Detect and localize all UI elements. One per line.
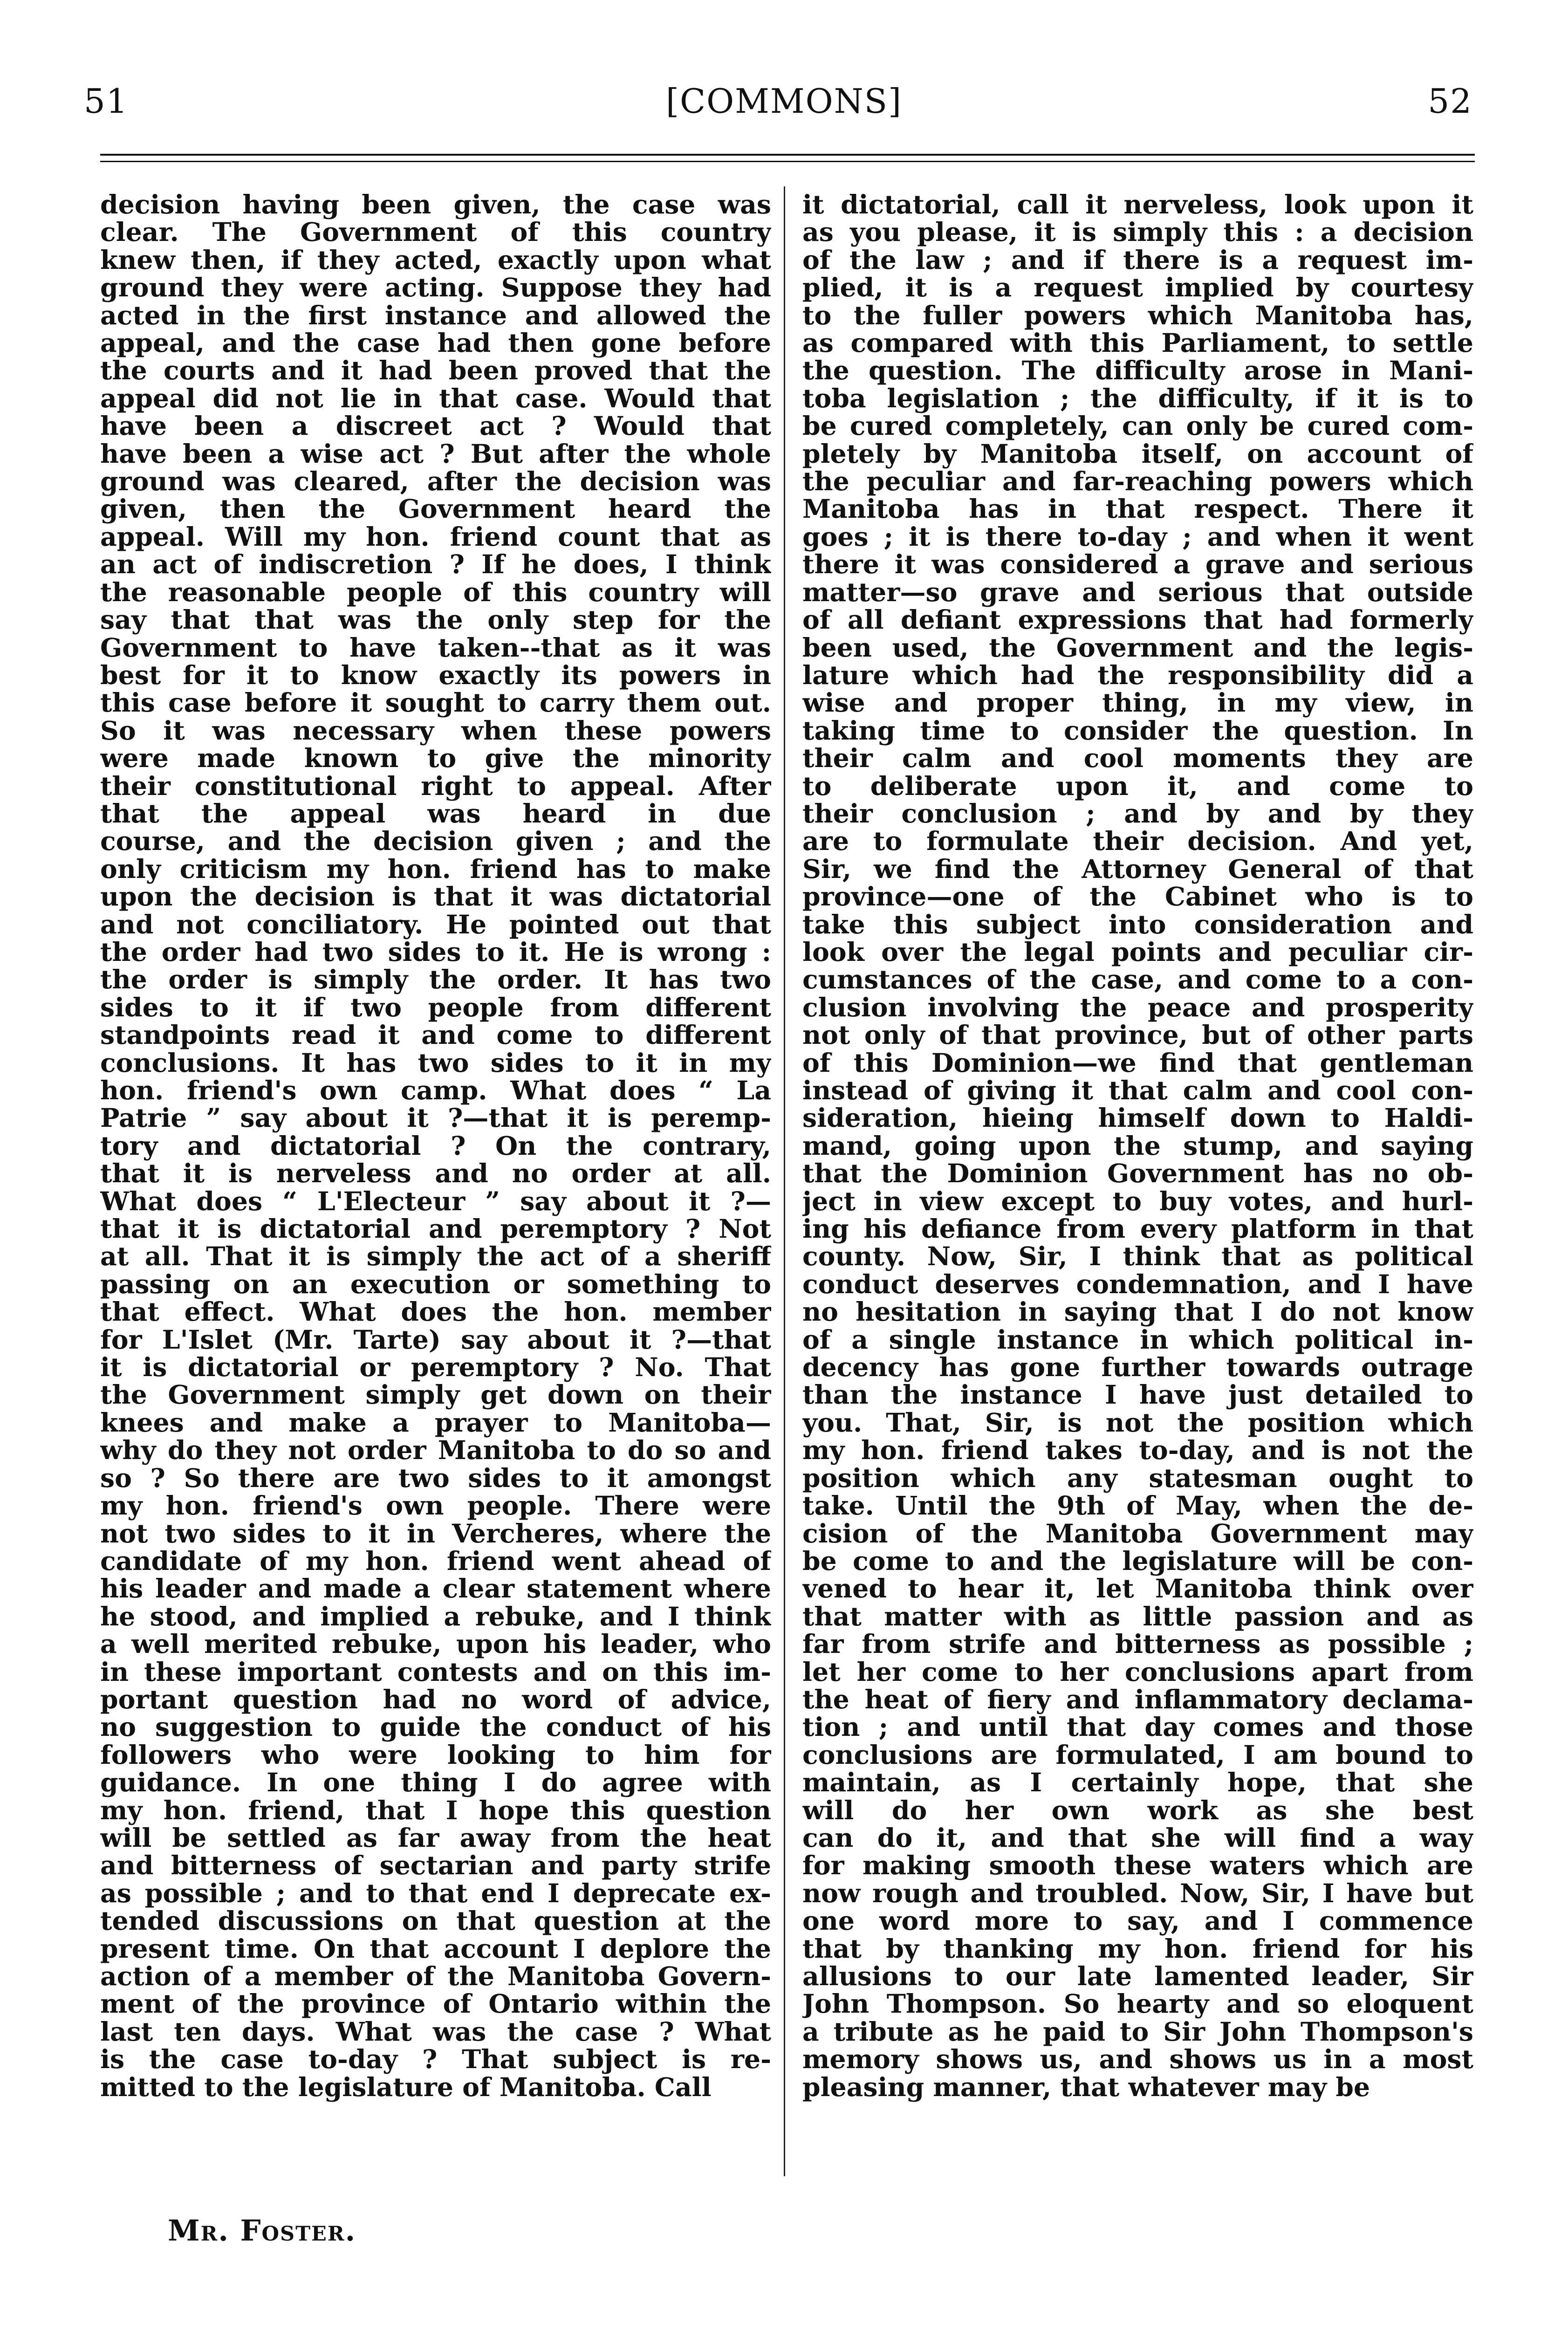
left-column-text-line: my hon. friend's own people. There were — [100, 1491, 771, 1521]
left-column-text-line: upon the decision is that it was dictatorial — [100, 882, 771, 912]
left-column-text-line: conclusions. It has two sides to it in my — [100, 1048, 771, 1078]
running-title: [COMMONS] — [665, 82, 903, 121]
left-column-text-line: Government to have taken--that as it was — [100, 632, 771, 663]
column-divider — [784, 186, 785, 2176]
right-column-text-line: of a single instance in which political in- — [802, 1324, 1473, 1355]
left-column-text-line: ment of the province of Ontario within the — [100, 1989, 771, 2020]
right-column-text-line: maintain, as I certainly hope, that she — [802, 1768, 1473, 1798]
left-column — [100, 191, 771, 2186]
left-column-text-line: best for it to know exactly its powers in — [100, 660, 771, 691]
left-column-text-line: have been a wise act ? But after the whole — [100, 439, 771, 469]
right-column-text-line: can do it, and that she will find a way — [802, 1823, 1473, 1853]
left-column-text-line: sides to it if two people from different — [100, 992, 771, 1023]
left-column-text-line: appeal, and the case had then gone before — [100, 328, 771, 359]
left-column-text-line: the Government simply get down on their — [100, 1380, 771, 1411]
right-column-text-line: that matter with as little passion and as — [802, 1601, 1473, 1632]
left-column-text-line: So it was necessary when these powers — [100, 715, 771, 746]
right-column-text-line: county. Now, Sir, I think that as political — [802, 1241, 1473, 1272]
right-column-text-line: sideration, hieing himself down to Haldi- — [802, 1103, 1473, 1134]
left-column-text-line: that it is nerveless and no order at all. — [100, 1158, 771, 1189]
right-column-text-line: my hon. friend takes to-day, and is not the — [802, 1435, 1473, 1466]
right-column-text-line: cumstances of the case, and come to a con- — [802, 965, 1473, 995]
left-column-text-line: say that that was the only step for the — [100, 605, 771, 636]
right-column-text-line: as compared with this Parliament, to settle — [802, 328, 1473, 359]
right-column-text-line: to the fuller powers which Manitoba has, — [802, 300, 1473, 331]
left-column-text-line: last ten days. What was the case ? What — [100, 2016, 771, 2047]
right-column-text-line: goes ; it is there to-day ; and when it went — [802, 521, 1473, 552]
right-column-text-line: one word more to say, and I commence — [802, 1906, 1473, 1937]
left-column-text-line: mitted to the legislature of Manitoba. Call — [100, 2072, 712, 2103]
right-column-text-line: of this Dominion—we find that gentleman — [802, 1048, 1473, 1078]
left-column-text-line: that the appeal was heard in due — [100, 798, 771, 829]
right-column-text-line: far from strife and bitterness as possible ; — [802, 1629, 1473, 1660]
left-column-text-line: standpoints read it and come to different — [100, 1020, 771, 1051]
left-column-text-line: is the case to-day ? That subject is re- — [100, 2044, 771, 2075]
right-column-text-line: Manitoba has in that respect. There it — [802, 494, 1473, 525]
left-column-text-line: so ? So there are two sides to it amongst — [100, 1463, 771, 1494]
left-column-text-line: appeal. Will my hon. friend count that as — [100, 521, 771, 552]
left-column-text-line: that effect. What does the hon. member — [100, 1297, 771, 1328]
left-column-text-line: as possible ; and to that end I deprecate ex- — [100, 1878, 771, 1909]
page-number-left: 51 — [84, 82, 129, 121]
left-column-text-line: and bitterness of sectarian and party strife — [100, 1850, 771, 1881]
right-column-text-line: tion ; and until that day comes and those — [802, 1712, 1473, 1743]
right-column-text-line: of all defiant expressions that had formerly — [802, 605, 1473, 636]
left-column-text-line: only criticism my hon. friend has to make — [100, 854, 771, 884]
speaker-signature: Mr. Foster. — [168, 2214, 356, 2248]
left-column-text-line: the order had two sides to it. He is wrong : — [100, 937, 771, 967]
right-column-text-line: take. Until the 9th of May, when the de- — [802, 1491, 1473, 1521]
right-column-text-line: allusions to our late lamented leader, Sir — [802, 1961, 1473, 1992]
right-column-text-line: not only of that province, but of other parts — [802, 1020, 1473, 1051]
left-column-text-line: for L'Islet (Mr. Tarte) say about it ?—that — [100, 1324, 771, 1355]
left-column-text-line: were made known to give the minority — [100, 743, 771, 774]
left-column-text-line: acted in the first instance and allowed the — [100, 300, 771, 331]
right-column-text-line: their conclusion ; and by and by they — [802, 798, 1473, 829]
left-column-text-line: present time. On that account I deplore the — [100, 1933, 771, 1964]
left-column-text-line: not two sides to it in Vercheres, where the — [100, 1518, 771, 1549]
right-column-text-line: there it was considered a grave and serious — [802, 549, 1473, 580]
right-column-text-line: province—one of the Cabinet who is to — [802, 882, 1473, 912]
left-column-text-line: candidate of my hon. friend went ahead of — [100, 1546, 771, 1576]
right-column-text-line: cision of the Manitoba Government may — [802, 1518, 1473, 1549]
right-column-text-line: are to formulate their decision. And yet, — [802, 826, 1473, 857]
page-header — [0, 82, 1568, 128]
left-column-text-line: no suggestion to guide the conduct of his — [100, 1712, 771, 1743]
left-column-text-line: ground was cleared, after the decision was — [100, 466, 771, 497]
right-column-text-line: memory shows us, and shows us in a most — [802, 2044, 1473, 2075]
right-column-text-line: you. That, Sir, is not the position which — [802, 1407, 1473, 1438]
left-column-text-line: tended discussions on that question at the — [100, 1906, 771, 1937]
left-column-text-line: a well merited rebuke, upon his leader, who — [100, 1629, 771, 1660]
right-column-text-line: ing his defiance from every platform in that — [802, 1214, 1473, 1245]
right-column-text-line: for making smooth these waters which are — [802, 1850, 1473, 1881]
left-column-text-line: ground they were acting. Suppose they had — [100, 273, 771, 303]
right-column — [802, 191, 1473, 2186]
right-column-text-line: to deliberate upon it, and come to — [802, 771, 1473, 802]
page-number-right: 52 — [1428, 82, 1472, 121]
header-rule — [100, 154, 1475, 156]
left-column-text-line: in these important contests and on this im- — [100, 1657, 771, 1687]
right-column-text-line: as you please, it is simply this : a decision — [802, 217, 1473, 248]
right-column-text-line: conclusions are formulated, I am bound to — [802, 1740, 1473, 1770]
left-column-text-line: will be settled as far away from the heat — [100, 1823, 771, 1853]
right-column-text-line: let her come to her conclusions apart from — [802, 1657, 1473, 1687]
left-column-text-line: he stood, and implied a rebuke, and I think — [100, 1601, 771, 1632]
right-column-text-line: the peculiar and far-reaching powers which — [802, 466, 1473, 497]
right-column-text-line: now rough and troubled. Now, Sir, I have but — [802, 1878, 1473, 1909]
right-column-text-line: toba legislation ; the difficulty, if it is to — [802, 383, 1473, 414]
right-column-text-line: the question. The difficulty arose in Mani- — [802, 356, 1473, 386]
left-column-text-line: given, then the Government heard the — [100, 494, 771, 525]
left-column-text-line: hon. friend's own camp. What does “ La — [100, 1076, 771, 1106]
left-column-text-line: and not conciliatory. He pointed out that — [100, 909, 771, 940]
left-column-text-line: clear. The Government of this country — [100, 217, 771, 248]
right-column-text-line: position which any statesman ought to — [802, 1463, 1473, 1494]
left-column-text-line: followers who were looking to him for — [100, 1740, 771, 1770]
right-column-text-line: take this subject into consideration and — [802, 909, 1473, 940]
right-column-text-line: plied, it is a request implied by courtesy — [802, 273, 1473, 303]
right-column-text-line: pletely by Manitoba itself, on account of — [802, 439, 1473, 469]
right-column-text-line: ject in view except to buy votes, and hurl- — [802, 1186, 1473, 1217]
right-column-text-line: their calm and cool moments they are — [802, 743, 1473, 774]
left-column-text-line: portant question had no word of advice, — [100, 1684, 771, 1715]
right-column-text-line: lature which had the responsibility did a — [802, 660, 1473, 691]
right-column-text-line: wise and proper thing, in my view, in — [802, 688, 1473, 719]
right-column-text-line: Sir, we find the Attorney General of that — [802, 854, 1473, 884]
right-column-text-line: a tribute as he paid to Sir John Thompson's — [802, 2016, 1473, 2047]
right-column-text-line: been used, the Government and the legis- — [802, 632, 1473, 663]
right-column-text-line: of the law ; and if there is a request im- — [802, 245, 1473, 275]
right-column-text-line: matter—so grave and serious that outside — [802, 577, 1473, 608]
left-column-text-line: knew then, if they acted, exactly upon what — [100, 245, 771, 275]
right-column-text-line: pleasing manner, that whatever may be — [802, 2072, 1370, 2103]
left-column-text-line: the courts and it had been proved that the — [100, 356, 771, 386]
right-column-text-line: taking time to consider the question. In — [802, 715, 1473, 746]
right-column-text-line: vened to hear it, let Manitoba think over — [802, 1574, 1473, 1604]
left-column-text-line: have been a discreet act ? Would that — [100, 411, 771, 442]
left-column-text-line: his leader and made a clear statement where — [100, 1574, 771, 1604]
left-column-text-line: their constitutional right to appeal. After — [100, 771, 771, 802]
left-column-text-line: why do they not order Manitoba to do so and — [100, 1435, 771, 1466]
left-column-text-line: What does “ L'Electeur ” say about it ?— — [100, 1186, 771, 1217]
right-column-text-line: than the instance I have just detailed to — [802, 1380, 1473, 1411]
right-column-text-line: that the Dominion Government has no ob- — [802, 1158, 1473, 1189]
left-column-text-line: an act of indiscretion ? If he does, I think — [100, 549, 771, 580]
left-column-text-line: course, and the decision given ; and the — [100, 826, 771, 857]
left-column-text-line: tory and dictatorial ? On the contrary, — [100, 1131, 771, 1161]
right-column-text-line: it dictatorial, call it nerveless, look upon it — [802, 191, 1473, 220]
right-column-text-line: decency has gone further towards outrage — [802, 1352, 1473, 1383]
left-column-text-line: Patrie ” say about it ?—that it is peremp- — [100, 1103, 771, 1134]
left-column-text-line: the reasonable people of this country will — [100, 577, 771, 608]
right-column-text-line: John Thompson. So hearty and so eloquent — [802, 1989, 1473, 2020]
right-column-text-line: instead of giving it that calm and cool con- — [802, 1076, 1473, 1106]
left-column-text-line: action of a member of the Manitoba Govern- — [100, 1961, 771, 1992]
right-column-text-line: no hesitation in saying that I do not know — [802, 1297, 1473, 1328]
left-column-text-line: guidance. In one thing I do agree with — [100, 1768, 771, 1798]
right-column-text-line: be come to and the legislature will be con- — [802, 1546, 1473, 1576]
right-column-text-line: clusion involving the peace and prosperity — [802, 992, 1473, 1023]
left-column-text-line: that it is dictatorial and peremptory ? Not — [100, 1214, 771, 1245]
header-rule-double — [100, 161, 1475, 162]
left-column-text-line: passing on an execution or something to — [100, 1269, 771, 1300]
right-column-text-line: will do her own work as she best — [802, 1795, 1473, 1826]
right-column-text-line: conduct deserves condemnation, and I have — [802, 1269, 1473, 1300]
left-column-text-line: this case before it sought to carry them out. — [100, 688, 771, 719]
left-column-text-line: my hon. friend, that I hope this question — [100, 1795, 771, 1826]
left-column-text-line: knees and make a prayer to Manitoba— — [100, 1407, 771, 1438]
right-column-text-line: look over the legal points and peculiar cir- — [802, 937, 1473, 967]
right-column-text-line: mand, going upon the stump, and saying — [802, 1131, 1473, 1161]
left-column-text-line: appeal did not lie in that case. Would that — [100, 383, 771, 414]
left-column-text-line: it is dictatorial or peremptory ? No. That — [100, 1352, 771, 1383]
left-column-text-line: the order is simply the order. It has two — [100, 965, 771, 995]
right-column-text-line: that by thanking my hon. friend for his — [802, 1933, 1473, 1964]
right-column-text-line: the heat of fiery and inflammatory declama- — [802, 1684, 1473, 1715]
left-column-text-line: at all. That it is simply the act of a sheriff — [100, 1241, 771, 1272]
left-column-text-line: decision having been given, the case was — [100, 191, 771, 220]
right-column-text-line: be cured completely, can only be cured com- — [802, 411, 1473, 442]
